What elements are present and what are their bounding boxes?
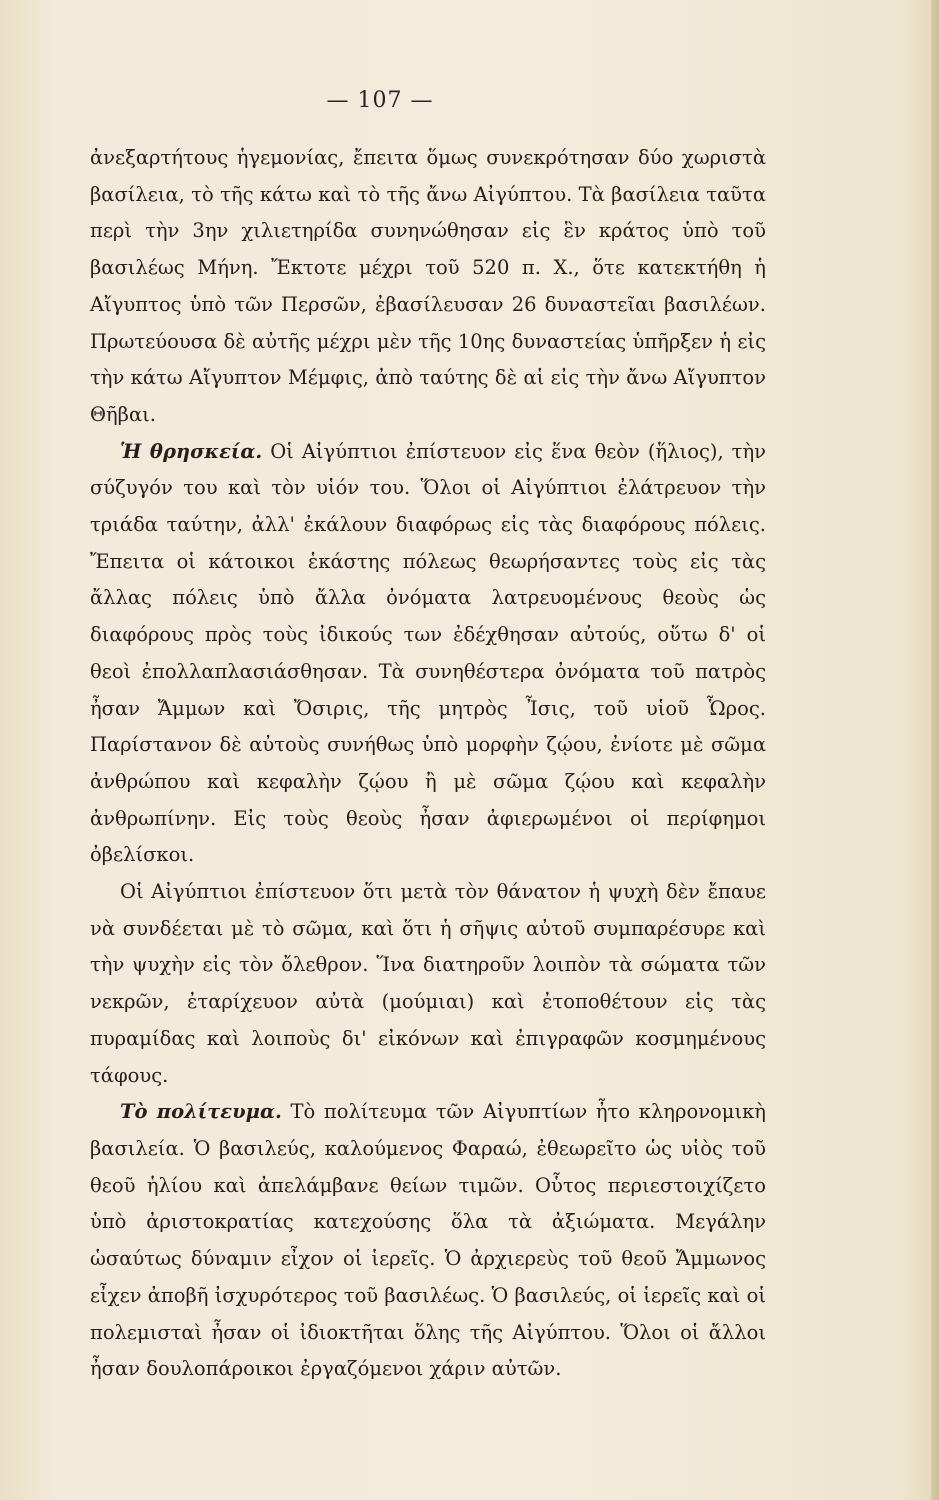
paragraph-text: Οἱ Αἰγύπτιοι ἐπίστευον ὅτι μετὰ τὸν θάνατον ἡ ψυχὴ δὲν ἔπαυε νὰ συνδέεται μὲ τὸ σῶμα, καὶ ὅτι ἡ σῆψις αὐτοῦ συμπαρέσυρε καὶ τὴν ψυχὴν εἰς τὸν ὄλεθρον. Ἵνα διατηροῦν λοιπὸν τὰ σώματα τῶν νεκρῶν, ἐταρίχευον αὐτὰ (μούμιαι) καὶ ἐτοποθέτουν εἰς τὰς πυραμίδας καὶ λοιποὺς δι' εἰκόνων καὶ ἐπιγραφῶν κοσμημένους τάφους. bbox=[90, 880, 766, 1087]
page-number: — 107 — bbox=[326, 88, 434, 113]
page-edge bbox=[931, 0, 939, 1500]
paragraph-text: Τὸ πολίτευμα τῶν Αἰγυπτίων ἦτο κληρονομικὴ βασιλεία. Ὁ βασιλεύς, καλούμενος Φαραώ, ἐθεωρεῖτο ὡς υἱὸς τοῦ θεοῦ ἡλίου καὶ ἀπελάμβανε θείων τιμῶν. Οὗτος περιεστοιχίζετο ὑπὸ ἀριστοκρατίας κατεχούσης ὅλα τὰ ἀξιώματα. Μεγάλην ὡσαύτως δύναμιν εἶχον οἱ ἱερεῖς. Ὁ ἀρχιερεὺς τοῦ θεοῦ Ἄμμωνος εἶχεν ἀποβῆ ἰσχυρότερος τοῦ βασιλέως. Ὁ βασιλεύς, οἱ ἱερεῖς καὶ οἱ πολεμισταὶ ἦσαν οἱ ἰδιοκτῆται ὅλης τῆς Αἰγύπτου. Ὅλοι οἱ ἄλλοι ἦσαν δουλοπάροικοι ἐργαζόμενοι χάριν αὐτῶν. bbox=[90, 1100, 766, 1381]
paragraph-text: Οἱ Αἰγύπτιοι ἐπίστευον εἰς ἕνα θεὸν (ἥλιος), τὴν σύζυγόν του καὶ τὸν υἱόν του. Ὅλοι οἱ Αἰγύπτιοι ἐλάτρευον τὴν τριάδα ταύτην, ἀλλ' ἐκάλουν διαφόρως εἰς τὰς διαφόρους πόλεις. Ἔπειτα οἱ κάτοικοι ἑκάστης πόλεως θεωρήσαντες τοὺς εἰς τὰς ἄλλας πόλεις ὑπὸ ἄλλα ὀνόματα λατρευομένους θεοὺς ὡς διαφόρους πρὸς τοὺς ἰδικούς των ἐδέχθησαν αὐτούς, οὕτω δ' οἱ θεοὶ ἐπολλαπλασιάσθησαν. Τὰ συνηθέστερα ὀνόματα τοῦ πατρὸς ἦσαν Ἄμμων καὶ Ὄσιρις, τῆς μητρὸς Ἶσις, τοῦ υἱοῦ Ὧρος. Παρίστανον δὲ αὐτοὺς συνήθως ὑπὸ μορφὴν ζῴου, ἐνίοτε μὲ σῶμα ἀνθρώπου καὶ κεφαλὴν ζῴου ἢ μὲ σῶμα ζῴου καὶ κεφαλὴν ἀνθρωπίνην. Εἰς τοὺς θεοὺς ἦσαν ἀφιερωμένοι οἱ περίφημοι ὀβελίσκοι. bbox=[90, 439, 766, 867]
paragraph-religion bbox=[90, 434, 766, 874]
paragraph-intro bbox=[90, 140, 766, 434]
section-heading-religion: Ἡ θρησκεία. bbox=[120, 439, 263, 463]
paragraph-afterlife bbox=[90, 874, 766, 1094]
paragraph-text: ἀνεξαρτήτους ἡγεμονίας, ἔπειτα ὅμως συνεκρότησαν δύο χωριστὰ βασίλεια, τὸ τῆς κάτω καὶ τὸ τῆς ἄνω Αἰγύπτου. Τὰ βασίλεια ταῦτα περὶ τὴν 3ην χιλιετηρίδα συνηνώθησαν εἰς ἓν κράτος ὑπὸ τοῦ βασιλέως Μήνη. Ἔκτοτε μέχρι τοῦ 520 π. Χ., ὅτε κατεκτήθη ἡ Αἴγυπτος ὑπὸ τῶν Περσῶν, ἐβασίλευσαν 26 δυναστεῖαι βασιλέων. Πρωτεύουσα δὲ αὐτῆς μέχρι μὲν τῆς 10ης δυναστείας ὑπῆρξεν ἡ εἰς τὴν κάτω Αἴγυπτον Μέμφις, ἀπὸ ταύτης δὲ αἱ εἰς τὴν ἄνω Αἴγυπτον Θῆβαι. bbox=[90, 146, 766, 426]
body-text bbox=[90, 140, 766, 1388]
section-heading-government: Τὸ πολίτευμα. bbox=[120, 1100, 282, 1124]
paragraph-government bbox=[90, 1094, 766, 1388]
